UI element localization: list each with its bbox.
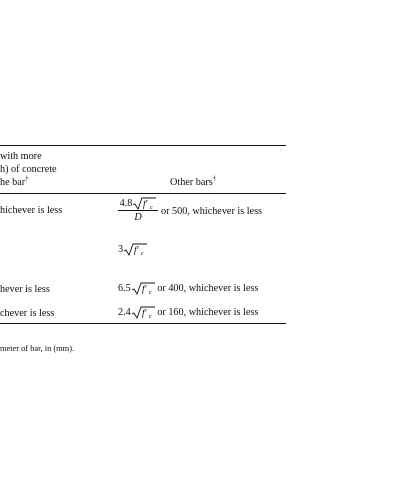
svg-text:c: c (141, 251, 144, 257)
header-other-bars: Other bars† (170, 174, 217, 188)
svg-text:f′: f′ (134, 245, 139, 256)
svg-text:c: c (148, 290, 152, 296)
table-footnote: meter of bar, in (mm). (0, 344, 75, 353)
row-3-left: hever is less (0, 284, 50, 295)
svg-text:f′: f′ (141, 308, 147, 319)
row-4-right: 2.4 f′ c or 160, whichever is less (118, 307, 259, 320)
row-3-right: 6.5 f′ c or 400, whichever is less (118, 283, 259, 296)
header-left-line-3: he bar† (0, 174, 29, 188)
row-1-right-tail: or 500, whichever is less (161, 206, 263, 217)
svg-text:c: c (150, 205, 154, 211)
header-left-line-1: with more (0, 151, 42, 162)
table-header-rule (0, 193, 286, 194)
fraction-denominator: D (134, 212, 142, 223)
fraction-numerator: 4.8 f′ c (118, 197, 158, 211)
row-1-left: hichever is less (0, 205, 63, 216)
svg-text:f′: f′ (143, 199, 148, 210)
svg-text:c: c (148, 314, 152, 320)
row-2-right: 3 f′ c (118, 243, 147, 256)
row-4-left: chever is less (0, 308, 55, 319)
header-left-line-2: h) of concrete (0, 164, 57, 175)
svg-text:f′: f′ (141, 284, 147, 295)
square-root-icon (123, 243, 147, 256)
table-bottom-rule (0, 323, 286, 324)
square-root-icon (132, 197, 156, 210)
table-top-rule (0, 145, 286, 146)
square-root-icon (131, 306, 155, 319)
square-root-icon (131, 282, 155, 295)
row-1-fraction (118, 197, 158, 224)
